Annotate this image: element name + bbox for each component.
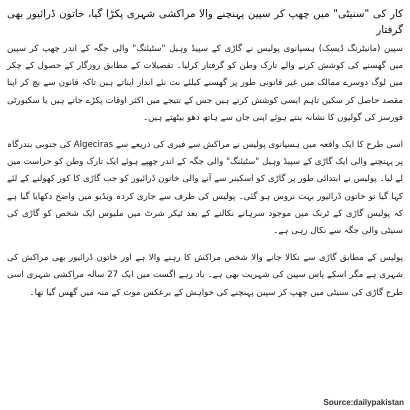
news-article <box>7 6 403 404</box>
article-headline: کار کی "سنیٹی" میں چھپ کر سپین پہنچنے والا مراکشی شہری پکڑا گیا، خاتون ڈرائیور بھی گرفتار <box>7 8 403 36</box>
article-paragraph-2: اسی طرح کا ایک واقعہ میں ہسپانوی پولیس نے مراکش سے فیری کی ذریعے سے Algeciras کی جنوبی بندرگاہ پر پہنچنے والی ایک گاڑی کے سپیڈ وہیل "سٹیئنگ" والی جگہ کے اندر چھپے ہوئے ایک تارک وطن کو حراست میں لے لیا۔ پولیس نے ابتدائی طور پر گاڑی کو اسکینر سے آنے والی خاتون ڈرائیور کو جب گاڑی کا کور کھولنے کے لئے کہا گیا تو خاتون ڈرائیور بہت نروس ہو گئی۔ پولیس کی طرف سے جاری کردہ ویڈیو میں واضح دکھایا گیا ہے کہ پولیس گاڑی کے ٹرنک میں موجود سرہانے نکالنے کے بعد ٹیکر شرٹ میں ملبوس ایک شخص کو گاڑی کی سنیٹی والی جگہ سے نکال رہی ہے۔ <box>7 140 403 237</box>
source-credit: Source:dailypakistan <box>323 398 404 407</box>
article-paragraph-3: پولیس کے مطابق گاڑی سے نکالا جانے والا شخص مراکش کا رہنے والا ہے اور خاتون ڈرائیور بھی مراکش کی شہری ہے مگر اسکے پاس سپین کی شہریت بھی ہے۔ یاد رہے اگست میں ایک 27 سالہ مراکشی شہری اسی طرح گاڑی کی سنیٹی میں چھپ کر سپین پہنچنے کی خواہش کے برعکس موت کے منہ میں گھس گیا تھا۔ <box>7 253 403 298</box>
article-paragraph-1: سپین (مانیٹرنگ ڈیسک) ہسپانوی پولیس نے گاڑی کے سپیڈ وہیل "سٹیئنگ" والی جگہ کے اندر چھپ کر سپین میں گھسنے کی کوشش کرنے والے تارک وطن کو گرفتار کرلیا۔ تفصیلات کے مطابق روزگار کے حصول کے چکر میں لوگ دوسرے ممالک میں غیر قانونی طور پر گھسنے کیلئے نت نئے انداز اپناتے ہیں تاکہ قانون سے بچ کر اپنا مقصد حاصل کر سکیں تاہم ایسی کوشش کرتے ہیں جس کے نتیجے میں اکثر اوقات پکڑے جاتے ہیں یا سکیورٹی فورسز کی گولیوں کا نشانہ بنتے ہوئے اپنی جان سے ہاتھ دھو بیٹھتے ہیں۔ <box>7 44 403 123</box>
